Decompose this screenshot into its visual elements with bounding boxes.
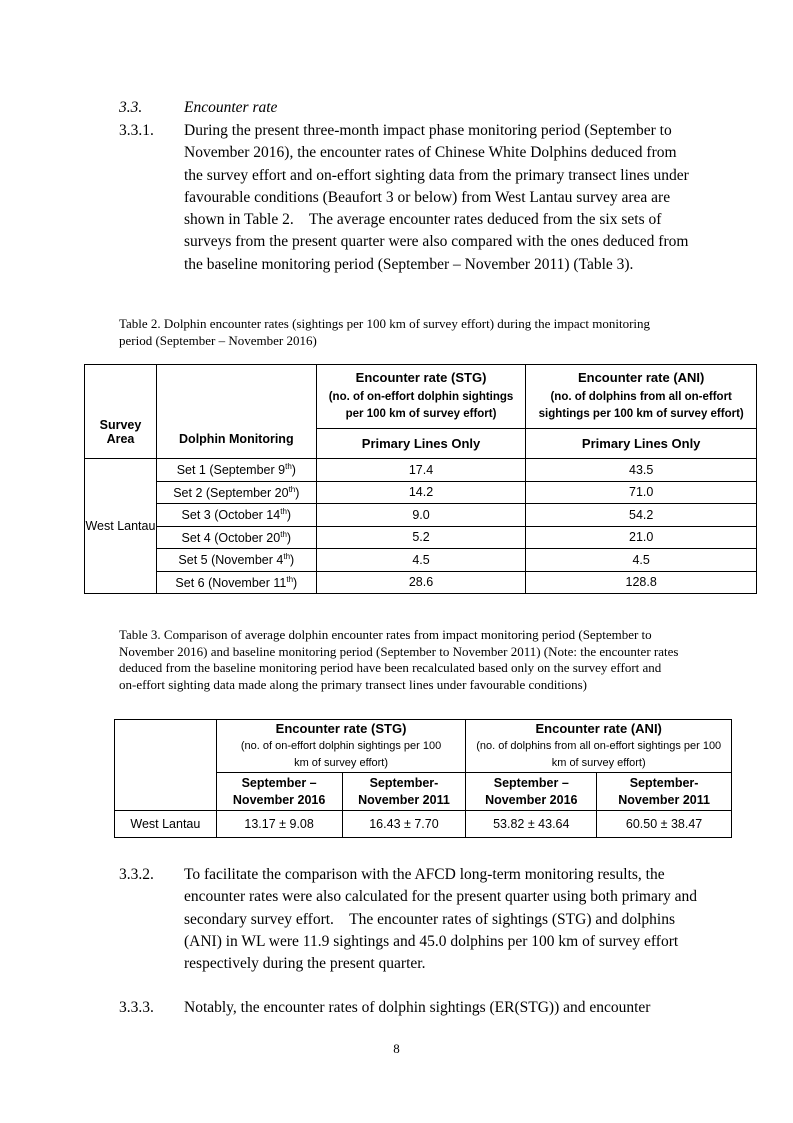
paragraph-text: During the present three-month impact phase monitoring period (September to November 2016), the encounter rates of Chinese White Dolphins deduced from the survey effort and on-effort sighting data from the primary transect lines under favourable conditions (Beaufort 3 or below) from West Lantau survey area are shown in Table 2. The average encounter rates deduced from the six sets of surveys from the present quarter were also compared with the ones deduced from the baseline monitoring period (September – November 2011) (Table 3). xyxy=(184,122,689,273)
table-row xyxy=(115,811,732,838)
stg-title: Encounter rate (STG) xyxy=(355,370,487,385)
header-primary-lines-stg: Primary Lines Only xyxy=(316,429,526,459)
value-cell: 60.50 ± 38.47 xyxy=(597,811,732,838)
paragraph-number: 3.3.2. xyxy=(119,866,154,883)
set-cell: Set 4 (October 20th) xyxy=(156,526,316,549)
row-label: West Lantau xyxy=(115,811,217,838)
section-number: 3.3. xyxy=(119,99,143,116)
set-cell: Set 2 (September 20th) xyxy=(156,481,316,504)
ani-subtitle: (no. of dolphins from all on-effort sightings per 100 km of survey effort) xyxy=(476,740,722,769)
stg-cell: 4.5 xyxy=(316,549,526,572)
table2 xyxy=(84,364,757,594)
stg-cell: 9.0 xyxy=(316,504,526,527)
stg-cell: 17.4 xyxy=(316,459,526,482)
area-cell: West Lantau xyxy=(85,459,157,594)
ani-cell: 43.5 xyxy=(526,459,757,482)
value-cell: 13.17 ± 9.08 xyxy=(216,811,342,838)
empty-corner-cell xyxy=(115,720,217,811)
paragraph-text: To facilitate the comparison with the AFCD long-term monitoring results, the encounter rates were also calculated for the present quarter using both primary and secondary survey effort. The encounter rates of sightings (STG) and dolphins (ANI) in WL were 11.9 sightings and 45.0 dolphins per 100 km of survey effort respectively during the present quarter. xyxy=(184,866,698,973)
table-row xyxy=(85,504,757,527)
paragraph-text: Notably, the encounter rates of dolphin sightings (ER(STG)) and encounter xyxy=(184,999,651,1016)
header-sep-nov-2016-stg: September – November 2016 xyxy=(216,773,342,811)
stg-cell: 5.2 xyxy=(316,526,526,549)
header-survey-area: Survey Area xyxy=(85,365,157,459)
header-encounter-rate-ani xyxy=(466,720,732,773)
paragraph-3-3-2 xyxy=(119,864,699,975)
stg-subtitle: (no. of on-effort dolphin sightings per 100 km of survey effort) xyxy=(328,391,514,420)
header-encounter-rate-ani xyxy=(526,365,757,429)
stg-subtitle: (no. of on-effort dolphin sightings per 100 km of survey effort) xyxy=(240,740,442,769)
stg-title: Encounter rate (STG) xyxy=(275,721,407,736)
page-number: 8 xyxy=(393,1041,400,1056)
table-row xyxy=(85,549,757,572)
header-dolphin-monitoring: Dolphin Monitoring xyxy=(156,365,316,459)
table3 xyxy=(114,719,732,838)
stg-cell: 28.6 xyxy=(316,571,526,594)
stg-cell: 14.2 xyxy=(316,481,526,504)
header-sep-nov-2011-stg: September- November 2011 xyxy=(342,773,466,811)
value-cell: 16.43 ± 7.70 xyxy=(342,811,466,838)
set-cell: Set 6 (November 11th) xyxy=(156,571,316,594)
ani-cell: 71.0 xyxy=(526,481,757,504)
table-row xyxy=(85,481,757,504)
paragraph-3-3-3 xyxy=(119,997,699,1019)
paragraph-number: 3.3.1. xyxy=(119,122,154,139)
header-sep-nov-2016-ani: September – November 2016 xyxy=(466,773,597,811)
paragraph-3-3-1 xyxy=(119,120,699,276)
table3-caption: Table 3. Comparison of average dolphin encounter rates from impact monitoring period (September to November 2016) and baseline monitoring period (September to November 2011) (Note: the encounter rates deduced from the baseline monitoring period have been recalculated based only on the survey effort and on-effort sighting data made along the primary transect lines under favourable conditions) xyxy=(119,627,679,692)
header-encounter-rate-stg xyxy=(316,365,526,429)
section-heading xyxy=(119,99,277,117)
header-primary-lines-ani: Primary Lines Only xyxy=(526,429,757,459)
header-encounter-rate-stg xyxy=(216,720,466,773)
ani-title: Encounter rate (ANI) xyxy=(577,370,705,385)
ani-cell: 4.5 xyxy=(526,549,757,572)
ani-title: Encounter rate (ANI) xyxy=(535,721,662,736)
set-cell: Set 1 (September 9th) xyxy=(156,459,316,482)
ani-cell: 21.0 xyxy=(526,526,757,549)
ani-subtitle: (no. of dolphins from all on-effort sightings per 100 km of survey effort) xyxy=(538,391,744,420)
header-sep-nov-2011-ani: September- November 2011 xyxy=(597,773,732,811)
table-row xyxy=(85,526,757,549)
set-cell: Set 5 (November 4th) xyxy=(156,549,316,572)
table-row xyxy=(85,571,757,594)
paragraph-number: 3.3.3. xyxy=(119,999,154,1016)
table-row xyxy=(85,459,757,482)
section-title: Encounter rate xyxy=(184,99,278,116)
value-cell: 53.82 ± 43.64 xyxy=(466,811,597,838)
ani-cell: 128.8 xyxy=(526,571,757,594)
table2-caption: Table 2. Dolphin encounter rates (sightings per 100 km of survey effort) during the impact monitoring period (September – November 2016) xyxy=(119,316,651,348)
set-cell: Set 3 (October 14th) xyxy=(156,504,316,527)
ani-cell: 54.2 xyxy=(526,504,757,527)
